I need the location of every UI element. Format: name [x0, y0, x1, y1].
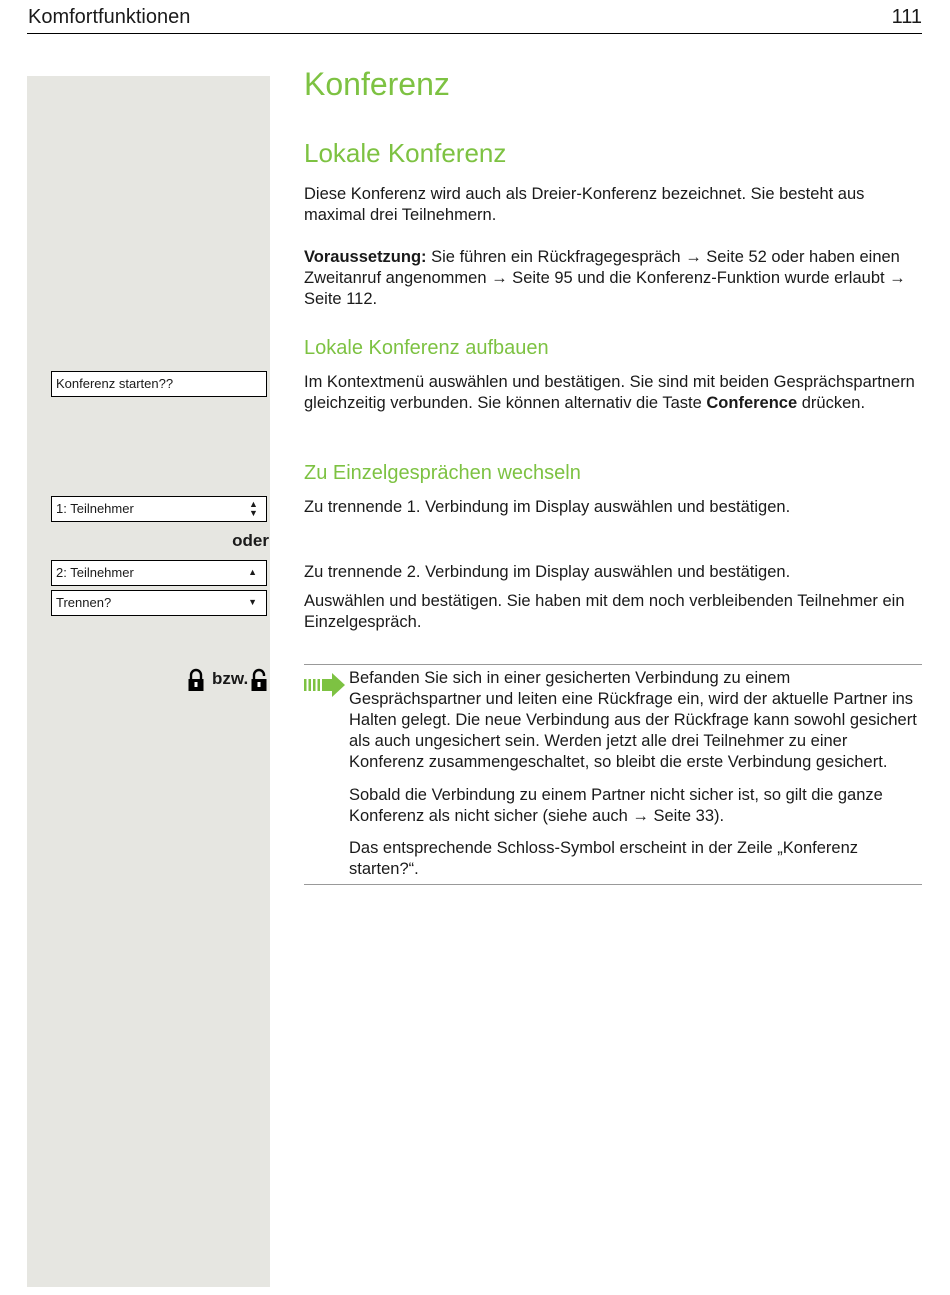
display-konferenz-starten[interactable]: [51, 371, 267, 397]
prerequisite-text: Sie führen ein Rückfragegespräch → Seite 52 oder haben einen Zweitanruf angenommen → Seite 95 und die Konferenz-Funktion wurde erlaubt → Seite 112.: [304, 248, 906, 308]
note-paragraph-1: Befanden Sie sich in einer gesicherten Verbindung zu einem Gesprächspartner und leiten eine Rückfrage ein, wird der aktuelle Partner ins Halten gelegt. Die neue Verbindung aus der Rückfrage kann sowohl gesichert als auch ungesichert sein. Werden jetzt alle drei Teilnehmer zu einer Konferenz zusammengeschaltet, so bleibt die erste Verbindung gesichert.: [349, 669, 917, 771]
running-header-title: Komfortfunktionen: [28, 6, 191, 28]
switch-text-1: Zu trennende 1. Verbindung im Display auswählen und bestätigen.: [304, 498, 791, 516]
section-heading: Lokale Konferenz: [304, 138, 507, 168]
prerequisite-paragraph: [304, 247, 922, 310]
subsection-heading-build: Lokale Konferenz aufbauen: [304, 337, 549, 359]
up-arrow-icon: ▲: [248, 567, 257, 577]
switch-text-2: Zu trennende 2. Verbindung im Display auswählen und bestätigen.: [304, 563, 791, 581]
note-paragraph-3: Das entsprechende Schloss-Symbol erscheint in der Zeile „Konferenz starten?“.: [349, 839, 859, 878]
switch-text-3: Auswählen und bestätigen. Sie haben mit dem noch verbleibenden Teilnehmer ein Einzelgespräch.: [304, 592, 905, 631]
subsection-heading-switch: Zu Einzelgesprächen wechseln: [304, 462, 581, 484]
display-trennen[interactable]: [51, 590, 267, 616]
lock-separator: bzw.: [212, 669, 249, 688]
build-paragraph: [304, 372, 922, 414]
display-label: 2: Teilnehmer: [56, 565, 134, 580]
header-rule: [27, 33, 922, 34]
note-top-rule: [304, 664, 922, 665]
display-label: Trennen?: [56, 595, 112, 610]
intro-paragraph: Diese Konferenz wird auch als Dreier-Konferenz bezeichnet. Sie besteht aus maximal drei Teilnehmern.: [304, 185, 865, 224]
note-bottom-rule: [304, 884, 922, 885]
display-teilnehmer-1[interactable]: [51, 496, 267, 522]
page-number: 111: [891, 6, 922, 28]
build-text-before: Im Kontextmenü auswählen und bestätigen. Sie sind mit beiden Gesprächspartnern gleichzeitig verbunden. Sie können alternativ die Taste: [304, 373, 915, 412]
display-label: 1: Teilnehmer: [56, 501, 134, 516]
display-label: Konferenz starten??: [56, 376, 174, 391]
lock-open-icon: [250, 668, 268, 692]
up-down-arrow-icon: ▲▼: [249, 499, 258, 518]
lock-symbols: [187, 668, 269, 694]
note-paragraph-2: Sobald die Verbindung zu einem Partner nicht sicher ist, so gilt die ganze Konferenz als nicht sicher (siehe auch → Seite 33).: [349, 786, 883, 825]
lock-closed-icon: [187, 668, 205, 692]
prerequisite-label: Voraussetzung:: [304, 248, 427, 266]
build-text-after: drücken.: [797, 394, 866, 412]
display-teilnehmer-2[interactable]: [51, 560, 267, 586]
or-label: oder: [232, 531, 269, 550]
note-arrow-icon: [304, 673, 346, 697]
conference-key-label: Conference: [706, 394, 798, 412]
page-title: Konferenz: [304, 66, 450, 102]
down-arrow-icon: ▼: [248, 597, 257, 607]
